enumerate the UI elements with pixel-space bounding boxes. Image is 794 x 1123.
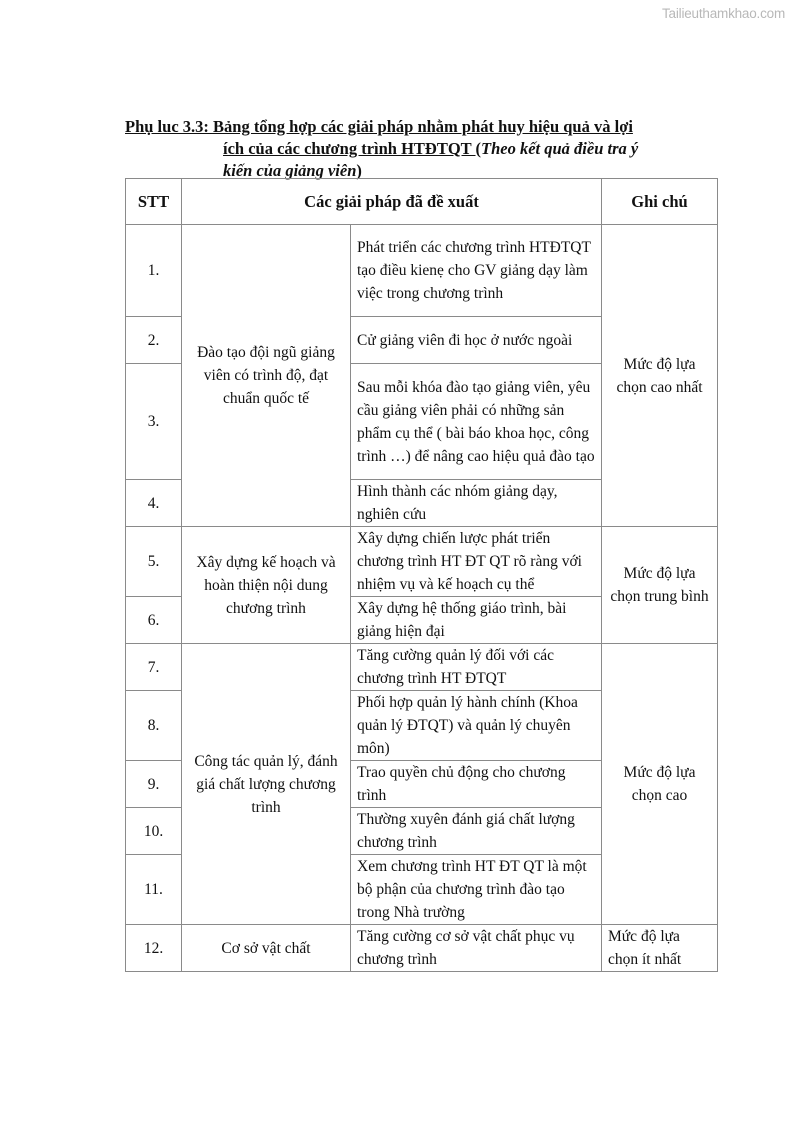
row-solution: Tăng cường cơ sở vật chất phục vụ chương trình	[351, 925, 602, 972]
title-paren-close: )	[356, 161, 362, 180]
row-stt: 11.	[126, 855, 182, 925]
row-stt: 6.	[126, 597, 182, 644]
watermark: Tailieuthamkhao.com	[661, 6, 785, 21]
group-note: Mức độ lựa chọn trung bình	[602, 527, 718, 644]
appendix-title	[125, 116, 725, 182]
group-name: Công tác quản lý, đánh giá chất lượng chương trình	[182, 644, 351, 925]
row-solution: Thường xuyên đánh giá chất lượng chương trình	[351, 808, 602, 855]
table-row	[126, 925, 718, 972]
row-stt: 9.	[126, 761, 182, 808]
title-line-3-italic: kiến của giảng viên	[223, 161, 357, 180]
group-note: Mức độ lựa chọn cao	[602, 644, 718, 925]
row-solution: Xây dựng hệ thống giáo trình, bài giảng hiện đại	[351, 597, 602, 644]
row-stt: 7.	[126, 644, 182, 691]
header-stt: STT	[126, 179, 182, 225]
group-name: Cơ sở vật chất	[182, 925, 351, 972]
group-note: Mức độ lựa chọn ít nhất	[602, 925, 718, 972]
title-line-2-underlined: ích của các chương trình HTĐTQT	[223, 139, 476, 158]
group-name: Đào tạo đội ngũ giảng viên có trình độ, đạt chuẩn quốc tế	[182, 225, 351, 527]
table-row	[126, 225, 718, 317]
row-solution: Tăng cường quản lý đối với các chương trình HT ĐTQT	[351, 644, 602, 691]
row-solution: Phát triển các chương trình HTĐTQT tạo điều kienẹ cho GV giảng dạy làm việc trong chương trình	[351, 225, 602, 317]
title-line-1: Phụ luc 3.3: Bảng tổng hợp các giải pháp nhằm phát huy hiệu quả và lợi	[125, 117, 633, 136]
row-stt: 8.	[126, 691, 182, 761]
row-solution: Sau mỗi khóa đào tạo giảng viên, yêu cầu giảng viên phải có những sản phẩm cụ thể ( bài báo khoa học, công trình …) để nâng cao hiệu quả đào tạo	[351, 364, 602, 480]
title-line-2	[125, 138, 725, 160]
row-stt: 1.	[126, 225, 182, 317]
table-header-row	[126, 179, 718, 225]
row-stt: 3.	[126, 364, 182, 480]
title-paren-open: (	[475, 139, 482, 158]
row-stt: 12.	[126, 925, 182, 972]
row-solution: Xây dựng chiến lược phát triển chương trình HT ĐT QT rõ ràng với nhiệm vụ và kế hoạch cụ thể	[351, 527, 602, 597]
row-solution: Hình thành các nhóm giảng dạy, nghiên cứu	[351, 480, 602, 527]
row-solution: Cử giảng viên đi học ở nước ngoài	[351, 317, 602, 364]
row-stt: 2.	[126, 317, 182, 364]
row-solution: Trao quyền chủ động cho chương trình	[351, 761, 602, 808]
group-name: Xây dựng kế hoạch và hoàn thiện nội dung chương trình	[182, 527, 351, 644]
row-stt: 10.	[126, 808, 182, 855]
row-stt: 4.	[126, 480, 182, 527]
table-row	[126, 527, 718, 597]
title-line-2-italic: Theo kết quả điều tra ý	[481, 139, 639, 158]
header-note: Ghi chú	[602, 179, 718, 225]
row-stt: 5.	[126, 527, 182, 597]
header-solutions: Các giải pháp đã đề xuất	[182, 179, 602, 225]
solutions-table	[125, 178, 718, 972]
row-solution: Xem chương trình HT ĐT QT là một bộ phận của chương trình đào tạo trong Nhà trường	[351, 855, 602, 925]
table-row	[126, 644, 718, 691]
group-note: Mức độ lựa chọn cao nhất	[602, 225, 718, 527]
row-solution: Phối hợp quản lý hành chính (Khoa quản lý ĐTQT) và quản lý chuyên môn)	[351, 691, 602, 761]
